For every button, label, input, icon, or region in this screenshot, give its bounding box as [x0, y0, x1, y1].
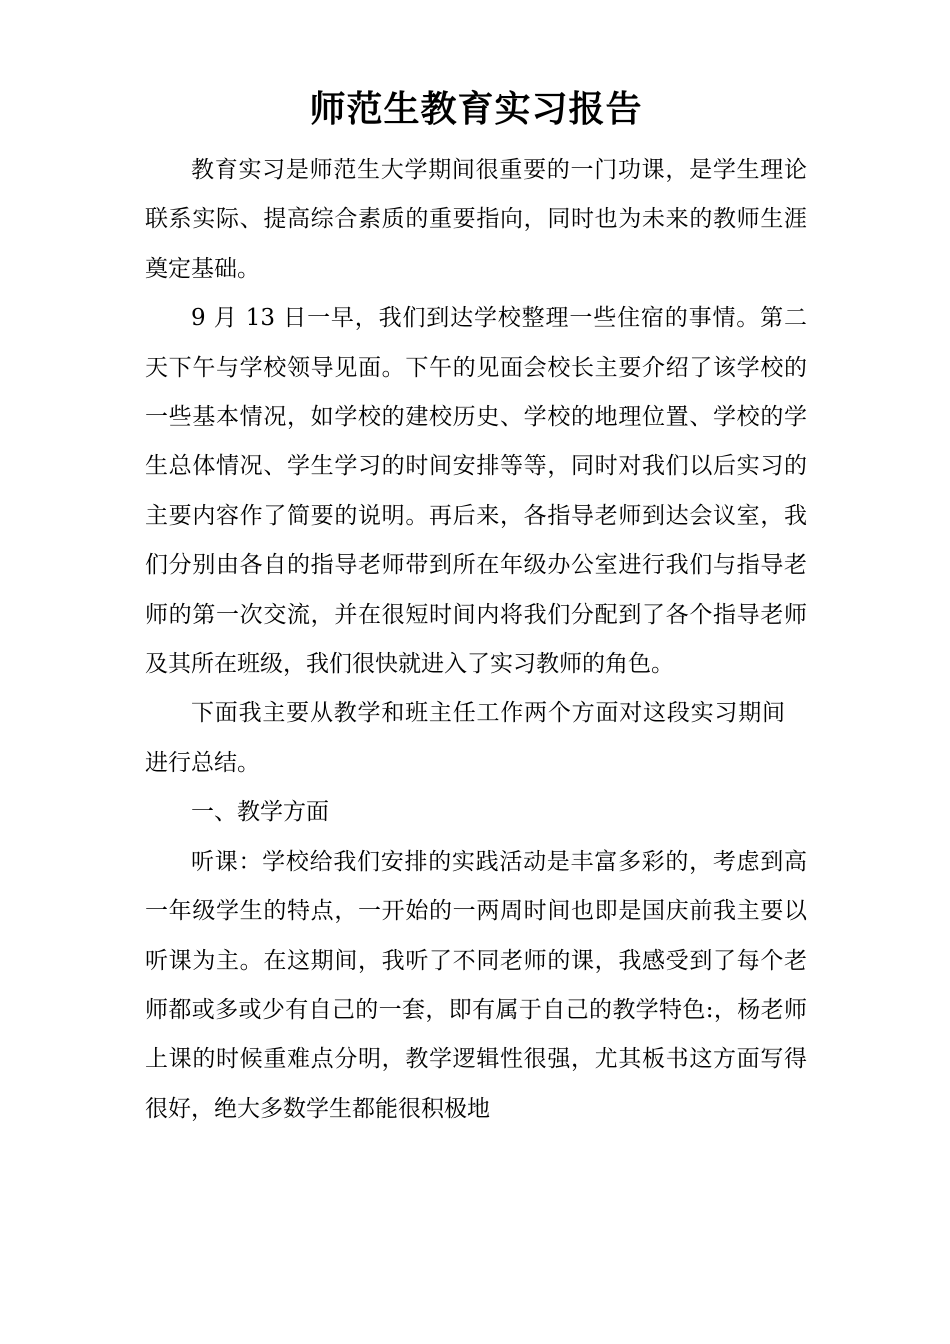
document-page [145, 78, 807, 1134]
document-title: 师范生教育实习报告 [309, 88, 643, 130]
paragraph-intro: 教育实习是师范生大学期间很重要的一门功课，是学生理论联系实际、提高综合素质的重要指向，同时也为未来的教师生涯奠定基础。 [145, 157, 807, 282]
paragraph-observation: 听课：学校给我们安排的实践活动是丰富多彩的，考虑到高一年级学生的特点，一开始的一两周时间也即是国庆前我主要以听课为主。在这期间，我听了不同老师的课，我感受到了每个老师都或多或少有自己的一套，即有属于自己的教学特色:，杨老师上课的时候重难点分明，教学逻辑性很强，尤其板书这方面写得很好，绝大多数学生都能很积极地 [145, 848, 807, 1122]
paragraph-summary-intro: 下面我主要从教学和班主任工作两个方面对这段实习期间进行总结。 [145, 700, 785, 776]
section-heading-teaching: 一、教学方面 [191, 799, 329, 826]
paragraph-arrival: 9 月 13 日一早，我们到达学校整理一些住宿的事情。第二天下午与学校领导见面。下午的见面会校长主要介绍了该学校的一些基本情况，如学校的建校历史、学校的地理位置、学校的学生总体情况、学生学习的时间安排等等，同时对我们以后实习的主要内容作了简要的说明。再后来，各指导老师到达会议室，我们分别由各自的指导老师带到所在年级办公室进行我们与指导老师的第一次交流，并在很短时间内将我们分配到了各个指导老师及其所在班级，我们很快就进入了实习教师的角色。 [145, 305, 807, 678]
